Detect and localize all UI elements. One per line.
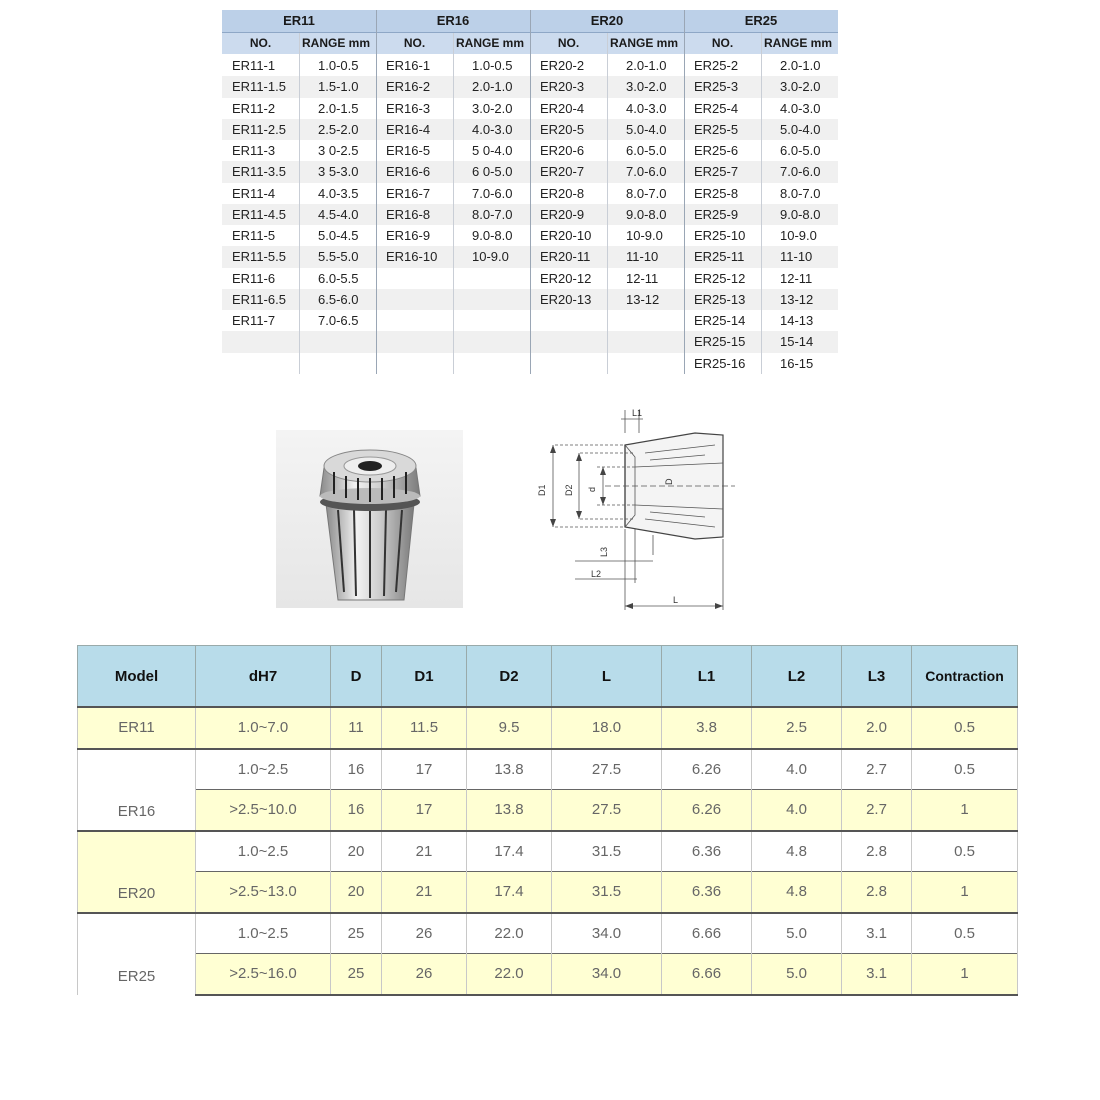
range-cell-no: ER25-13 (694, 291, 746, 307)
range-cell-range: 11-10 (626, 249, 659, 265)
spec-row (78, 707, 1018, 749)
spec-cell-l2: 4.8 (752, 872, 842, 913)
dim-label-l1: L1 (632, 408, 643, 418)
spec-cell-d2: 17.4 (467, 872, 552, 913)
spec-cell-l3: 3.1 (842, 913, 912, 954)
range-divider (530, 10, 531, 374)
range-cell-no: ER25-16 (694, 355, 746, 371)
range-cell-range: 3.0-2.0 (780, 79, 821, 95)
range-cell-no: ER25-7 (694, 164, 739, 180)
range-cell-range: 12-11 (626, 270, 659, 286)
spec-cell-l3: 2.8 (842, 831, 912, 872)
range-divider (376, 10, 377, 374)
range-col-range-header: RANGE mm (762, 33, 838, 54)
spec-row (78, 872, 1018, 913)
range-cell-range: 14-13 (780, 313, 814, 328)
collet-dimension-drawing (535, 405, 745, 620)
spec-cell-l3: 2.7 (842, 749, 912, 790)
range-cell-range: 7.0-6.0 (780, 164, 821, 180)
range-cell-no: ER20-3 (540, 79, 585, 95)
spec-cell-l3: 2.7 (842, 790, 912, 831)
spec-cell-d1: 21 (382, 872, 467, 913)
range-cell-no: ER16-4 (386, 121, 431, 137)
range-cell-no: ER11-7 (232, 313, 276, 328)
dim-label-d2: D2 (564, 484, 574, 496)
range-cell-range: 16-15 (780, 355, 814, 371)
range-divider (299, 33, 300, 374)
range-cell-no: ER16-1 (386, 58, 431, 73)
spec-cell-l1: 6.66 (662, 954, 752, 995)
range-cell-no: ER20-11 (540, 249, 591, 265)
spec-cell-d1: 11.5 (382, 707, 467, 749)
range-cell-range: 2.0-1.0 (780, 58, 821, 73)
spec-cell-contraction: 0.5 (912, 749, 1018, 790)
collet-range-table (222, 10, 838, 374)
range-cell-range: 1.5-1.0 (318, 79, 359, 95)
range-cell-no: ER25-9 (694, 206, 739, 222)
spec-cell-dh7: 1.0~7.0 (196, 707, 331, 749)
range-divider (453, 33, 454, 374)
range-cell-no: ER11-2 (232, 100, 276, 116)
range-cell-no: ER11-2.5 (232, 121, 286, 137)
spec-cell-d: 20 (331, 872, 382, 913)
dim-label-l2: L2 (591, 569, 602, 579)
spec-cell-dh7: 1.0~2.5 (196, 749, 331, 790)
range-cell-no: ER16-10 (386, 249, 438, 265)
range-cell-no: ER20-4 (540, 100, 585, 116)
spec-cell-l: 34.0 (552, 913, 662, 954)
range-cell-range: 8.0-7.0 (472, 206, 513, 222)
range-cell-range: 7.0-6.5 (318, 313, 359, 328)
range-cell-no: ER25-4 (694, 100, 739, 116)
spec-cell-d: 11 (331, 707, 382, 749)
range-cell-no: ER11-4 (232, 185, 276, 201)
range-group-title: ER20 (530, 10, 684, 33)
range-cell-range: 3.0-2.0 (472, 100, 513, 116)
spec-cell-l2: 4.0 (752, 790, 842, 831)
range-cell-range: 8.0-7.0 (780, 185, 821, 201)
spec-cell-l: 34.0 (552, 954, 662, 995)
range-cell-no: ER25-12 (694, 270, 746, 286)
range-cell-no: ER25-5 (694, 121, 739, 137)
range-divider (684, 10, 685, 374)
spec-cell-contraction: 0.5 (912, 707, 1018, 749)
spec-cell-d: 20 (331, 831, 382, 872)
spec-cell-l: 18.0 (552, 707, 662, 749)
range-cell-no: ER20-7 (540, 164, 585, 180)
spec-header-contraction: Contraction (912, 646, 1018, 708)
range-cell-range: 6 0-5.0 (472, 164, 513, 180)
range-cell-no: ER11-6 (232, 270, 276, 286)
range-cell-no: ER25-2 (694, 58, 739, 73)
spec-cell-d2: 13.8 (467, 790, 552, 831)
spec-cell-model: ER20 (78, 831, 196, 913)
range-cell-range: 13-12 (626, 291, 660, 307)
range-cell-range: 4.0-3.0 (780, 100, 821, 116)
spec-cell-d2: 9.5 (467, 707, 552, 749)
range-col-no-header: NO. (376, 33, 453, 54)
spec-cell-l2: 5.0 (752, 913, 842, 954)
spec-header-l3: L3 (842, 646, 912, 708)
range-cell-range: 4.0-3.0 (472, 121, 513, 137)
range-cell-range: 5 0-4.0 (472, 143, 513, 158)
range-cell-range: 8.0-7.0 (626, 185, 667, 201)
dim-label-big-d: D (664, 478, 674, 485)
spec-cell-l3: 2.8 (842, 872, 912, 913)
spec-cell-l2: 5.0 (752, 954, 842, 995)
range-cell-range: 2.0-1.5 (318, 100, 359, 116)
spec-cell-contraction: 0.5 (912, 831, 1018, 872)
range-col-no-header: NO. (222, 33, 299, 54)
range-cell-range: 7.0-6.0 (626, 164, 667, 180)
dim-label-d1: D1 (537, 484, 547, 496)
dim-label-l: L (673, 595, 679, 605)
dim-label-l3: L3 (599, 546, 609, 557)
spec-cell-d2: 17.4 (467, 831, 552, 872)
spec-header-d: D (331, 646, 382, 708)
range-cell-range: 2.0-1.0 (472, 79, 513, 95)
range-cell-range: 6.0-5.0 (780, 143, 821, 158)
range-cell-no: ER16-8 (386, 206, 431, 222)
range-cell-range: 5.0-4.0 (780, 121, 821, 137)
range-cell-no: ER25-10 (694, 228, 746, 243)
range-group-title: ER11 (222, 10, 376, 33)
spec-cell-l: 27.5 (552, 790, 662, 831)
range-col-no-header: NO. (684, 33, 761, 54)
spec-header-row (78, 646, 1018, 708)
range-divider (607, 33, 608, 374)
spec-cell-d1: 21 (382, 831, 467, 872)
spec-cell-d: 16 (331, 749, 382, 790)
range-cell-range: 1.0-0.5 (472, 58, 513, 73)
range-cell-no: ER25-3 (694, 79, 739, 95)
range-col-range-header: RANGE mm (608, 33, 684, 54)
range-cell-range: 2.0-1.0 (626, 58, 667, 73)
spec-cell-l: 27.5 (552, 749, 662, 790)
spec-cell-model: ER11 (78, 707, 196, 749)
spec-row (78, 954, 1018, 995)
range-cell-range: 5.0-4.5 (318, 228, 359, 243)
spec-cell-contraction: 0.5 (912, 913, 1018, 954)
range-cell-range: 7.0-6.0 (472, 185, 513, 201)
range-cell-range: 3.0-2.0 (626, 79, 667, 95)
spec-cell-d1: 17 (382, 790, 467, 831)
spec-header-l2: L2 (752, 646, 842, 708)
spec-header-l1: L1 (662, 646, 752, 708)
range-cell-range: 9.0-8.0 (780, 206, 821, 222)
collet-spec-table (77, 645, 1018, 996)
range-cell-no: ER16-5 (386, 143, 431, 158)
range-cell-no: ER20-6 (540, 143, 585, 158)
range-cell-no: ER16-3 (386, 100, 431, 116)
range-cell-no: ER20-2 (540, 58, 585, 73)
range-cell-no: ER16-2 (386, 79, 431, 95)
spec-cell-l1: 3.8 (662, 707, 752, 749)
range-cell-no: ER11-5 (232, 228, 276, 243)
range-cell-range: 1.0-0.5 (318, 58, 359, 73)
spec-cell-model: ER25 (78, 913, 196, 995)
spec-header-dh7: dH7 (196, 646, 331, 708)
range-group-title: ER25 (684, 10, 838, 33)
range-cell-no: ER20-9 (540, 206, 585, 222)
range-cell-range: 15-14 (780, 334, 814, 350)
range-cell-no: ER25-14 (694, 313, 746, 328)
range-cell-no: ER16-9 (386, 228, 431, 243)
spec-cell-l2: 4.8 (752, 831, 842, 872)
range-cell-no: ER11-5.5 (232, 249, 286, 265)
spec-header-model: Model (78, 646, 196, 708)
range-cell-range: 9.0-8.0 (626, 206, 667, 222)
range-cell-range: 5.0-4.0 (626, 121, 667, 137)
spec-cell-l2: 2.5 (752, 707, 842, 749)
spec-cell-d: 16 (331, 790, 382, 831)
range-cell-range: 10-9.0 (626, 228, 663, 243)
spec-cell-d2: 22.0 (467, 954, 552, 995)
range-cell-no: ER20-13 (540, 291, 592, 307)
collet-image (276, 430, 463, 608)
spec-header-l: L (552, 646, 662, 708)
spec-cell-l2: 4.0 (752, 749, 842, 790)
spec-cell-d: 25 (331, 913, 382, 954)
range-cell-no: ER20-5 (540, 121, 585, 137)
range-cell-no: ER20-10 (540, 228, 592, 243)
range-cell-range: 3 0-2.5 (318, 143, 359, 158)
spec-header-d1: D1 (382, 646, 467, 708)
range-col-range-header: RANGE mm (454, 33, 530, 54)
range-cell-no: ER11-3.5 (232, 164, 286, 180)
spec-cell-dh7: 1.0~2.5 (196, 913, 331, 954)
range-cell-range: 6.5-6.0 (318, 291, 359, 307)
range-cell-range: 11-10 (780, 249, 813, 265)
spec-cell-d1: 26 (382, 954, 467, 995)
spec-row (78, 790, 1018, 831)
spec-cell-dh7: >2.5~13.0 (196, 872, 331, 913)
spec-header-d2: D2 (467, 646, 552, 708)
spec-cell-dh7: >2.5~10.0 (196, 790, 331, 831)
range-cell-no: ER11-1.5 (232, 79, 286, 95)
range-cell-range: 3 5-3.0 (318, 164, 359, 180)
range-col-no-header: NO. (530, 33, 607, 54)
range-cell-range: 5.5-5.0 (318, 249, 359, 265)
range-cell-range: 6.0-5.5 (318, 270, 359, 286)
spec-cell-model: ER16 (78, 749, 196, 831)
range-cell-range: 6.0-5.0 (626, 143, 667, 158)
spec-cell-l: 31.5 (552, 831, 662, 872)
range-cell-no: ER20-8 (540, 185, 585, 201)
spec-cell-l1: 6.26 (662, 749, 752, 790)
range-cell-no: ER16-6 (386, 164, 431, 180)
spec-cell-d1: 26 (382, 913, 467, 954)
range-cell-range: 2.5-2.0 (318, 121, 359, 137)
spec-cell-dh7: 1.0~2.5 (196, 831, 331, 872)
spec-cell-dh7: >2.5~16.0 (196, 954, 331, 995)
spec-row (78, 831, 1018, 872)
spec-cell-l3: 2.0 (842, 707, 912, 749)
range-cell-no: ER20-12 (540, 270, 592, 286)
spec-cell-d2: 22.0 (467, 913, 552, 954)
range-cell-range: 4.0-3.5 (318, 185, 359, 201)
spec-cell-l1: 6.36 (662, 831, 752, 872)
spec-cell-d1: 17 (382, 749, 467, 790)
spec-cell-l1: 6.26 (662, 790, 752, 831)
spec-cell-contraction: 1 (912, 954, 1018, 995)
range-cell-no: ER25-6 (694, 143, 739, 158)
range-cell-range: 10-9.0 (472, 249, 509, 265)
spec-cell-d2: 13.8 (467, 749, 552, 790)
spec-cell-d: 25 (331, 954, 382, 995)
range-cell-range: 9.0-8.0 (472, 228, 513, 243)
spec-cell-l3: 3.1 (842, 954, 912, 995)
spec-row (78, 913, 1018, 954)
spec-row (78, 749, 1018, 790)
spec-cell-l1: 6.66 (662, 913, 752, 954)
range-cell-no: ER11-3 (232, 143, 276, 158)
range-group-title: ER16 (376, 10, 530, 33)
spec-cell-l: 31.5 (552, 872, 662, 913)
range-cell-no: ER11-4.5 (232, 206, 286, 222)
range-col-range-header: RANGE mm (300, 33, 376, 54)
dim-label-d: d (587, 486, 597, 492)
range-cell-range: 4.5-4.0 (318, 206, 359, 222)
collet-photo (276, 430, 463, 608)
range-cell-range: 4.0-3.0 (626, 100, 667, 116)
range-cell-range: 12-11 (780, 270, 813, 286)
range-cell-no: ER16-7 (386, 185, 431, 201)
range-cell-range: 13-12 (780, 291, 814, 307)
range-divider (761, 33, 762, 374)
range-cell-range: 10-9.0 (780, 228, 817, 243)
range-cell-no: ER25-15 (694, 334, 746, 350)
spec-cell-contraction: 1 (912, 790, 1018, 831)
spec-cell-contraction: 1 (912, 872, 1018, 913)
range-cell-no: ER11-6.5 (232, 291, 286, 307)
range-cell-no: ER11-1 (232, 58, 276, 73)
range-cell-no: ER25-11 (694, 249, 745, 265)
range-cell-no: ER25-8 (694, 185, 739, 201)
spec-cell-l1: 6.36 (662, 872, 752, 913)
